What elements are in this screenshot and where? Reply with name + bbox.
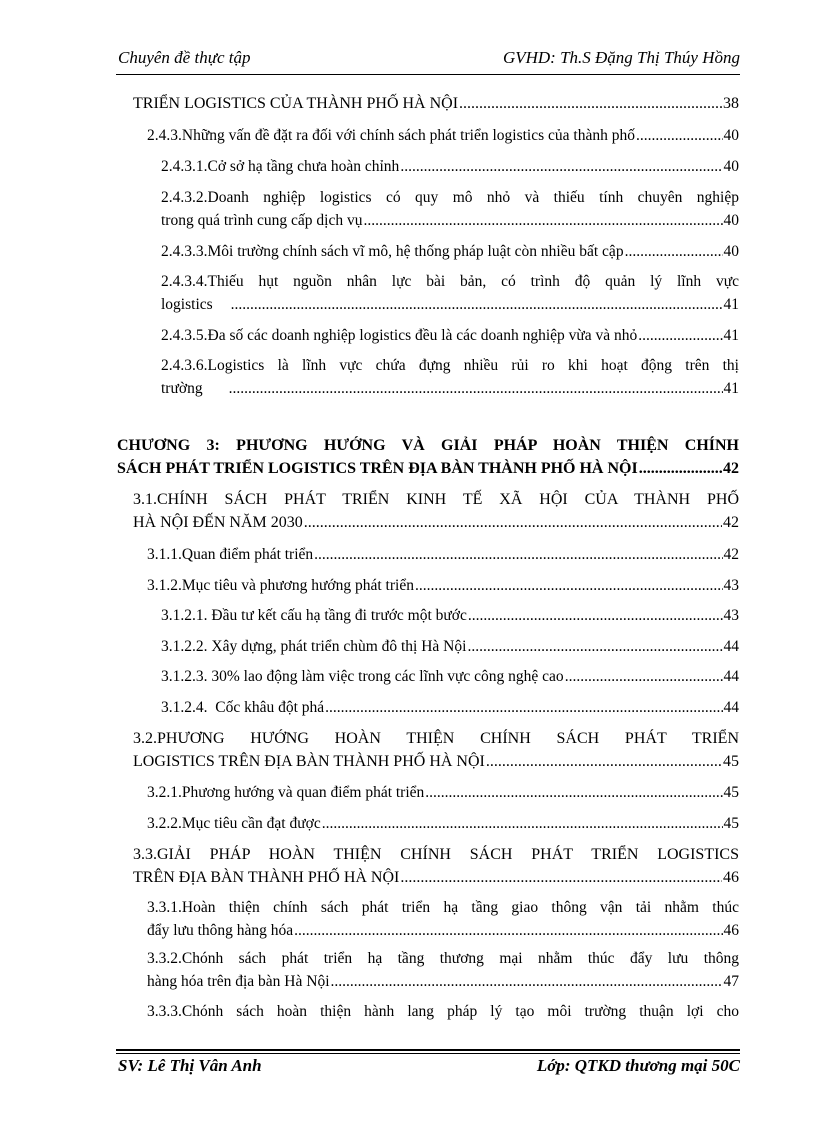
header-left-text: Chuyên đề thực tập bbox=[118, 48, 251, 67]
toc-page-number: 43 bbox=[723, 607, 739, 624]
toc-chapter-entry[interactable]: CHƯƠNG 3: PHƯƠNG HƯỚNG VÀ GIẢI PHÁP HOÀN THIỆN CHÍNH SÁCH PHÁT TRIỂN LOGISTICS TRÊN ĐỊA BÀN THÀNH PHỐ HÀ NỘI ..... 42 bbox=[117, 434, 739, 480]
toc-page-number: 42 bbox=[723, 514, 739, 531]
toc-entry[interactable]: TRIỂN LOGISTICS CỦA THÀNH PHỐ HÀ NỘI ..... 38 bbox=[133, 92, 739, 115]
toc-entry[interactable]: 3.1.2.3. 30% lao động làm việc trong các lĩnh vực công nghệ cao ..... 44 bbox=[161, 665, 739, 688]
toc-entry[interactable]: 2.4.3.Những vấn đề đặt ra đối với chính sách phát triển logistics của thành phố ..... 40 bbox=[147, 124, 739, 147]
toc-page-number: 44 bbox=[723, 668, 739, 685]
toc-page-number: 43 bbox=[723, 577, 739, 594]
toc-entry[interactable]: 2.4.3.3.Môi trường chính sách vĩ mô, hệ thống pháp luật còn nhiều bất cập ..... 40 bbox=[161, 240, 739, 263]
toc-entry[interactable]: 2.4.3.5.Đa số các doanh nghiệp logistics đều là các doanh nghiệp vừa và nhỏ ..... 41 bbox=[161, 324, 739, 347]
toc-page-number: 40 bbox=[723, 127, 739, 144]
toc-entry[interactable]: 3.2.PHƯƠNG HƯỚNG HOÀN THIỆN CHÍNH SÁCH PHÁT TRIỂN LOGISTICS TRÊN ĐỊA BÀN THÀNH PHỐ HÀ NỘI ..... 45 bbox=[133, 727, 739, 773]
page-footer bbox=[118, 1056, 740, 1080]
toc-page-number: 45 bbox=[723, 784, 739, 801]
toc-entry[interactable]: 3.2.1.Phương hướng và quan điểm phát triển ..... 45 bbox=[147, 781, 739, 804]
toc-page-number: 41 bbox=[723, 296, 739, 313]
toc-page-number: 42 bbox=[723, 546, 739, 563]
toc-entry[interactable]: 3.3.1.Hoàn thiện chính sách phát triển hạ tầng giao thông vận tải nhằm thúc đẩy lưu thông hàng hóa ..... 46 bbox=[147, 896, 739, 942]
toc-page-number: 40 bbox=[723, 158, 739, 175]
header-right-text: GVHD: Th.S Đặng Thị Thúy Hồng bbox=[502, 48, 740, 67]
toc-entry[interactable]: 3.3.3.Chónh sách hoàn thiện hành lang pháp lý tạo môi trường thuận lợi cho bbox=[147, 1003, 739, 1020]
toc-page-number: 41 bbox=[723, 380, 739, 397]
toc-entry[interactable]: 3.1.2.Mục tiêu và phương hướng phát triển ..... 43 bbox=[147, 574, 739, 597]
toc-page-number: 40 bbox=[723, 212, 739, 229]
toc-page-number: 41 bbox=[723, 327, 739, 344]
toc-entry[interactable]: 3.1.2.1. Đầu tư kết cấu hạ tầng đi trước một bước ..... 43 bbox=[161, 604, 739, 627]
footer-divider bbox=[116, 1049, 740, 1051]
toc-page-number: 44 bbox=[723, 638, 739, 655]
toc-page-number: 38 bbox=[723, 95, 739, 112]
toc-entry[interactable]: 3.2.2.Mục tiêu cần đạt được ..... 45 bbox=[147, 812, 739, 835]
footer-class-name: Lớp: QTKD thương mại 50C bbox=[536, 1056, 740, 1075]
toc-page-number: 42 bbox=[723, 460, 739, 477]
toc-entry[interactable]: 2.4.3.4.Thiếu hụt nguồn nhân lực bài bản, có trình độ quản lý lĩnh vực logistics ..... 41 bbox=[161, 270, 739, 316]
toc-entry[interactable]: 3.1.CHÍNH SÁCH PHÁT TRIỂN KINH TẾ XÃ HỘI CỦA THÀNH PHỐ HÀ NỘI ĐẾN NĂM 2030 ..... 42 bbox=[133, 488, 739, 534]
toc-entry[interactable]: 2.4.3.6.Logistics là lĩnh vực chứa đựng nhiều rủi ro khi hoạt động trên thị trường ..... 41 bbox=[161, 354, 739, 400]
toc-page-number: 46 bbox=[723, 922, 739, 939]
toc-entry[interactable]: 2.4.3.2.Doanh nghiệp logistics có quy mô nhỏ và thiếu tính chuyên nghiệp trong quá trình cung cấp dịch vụ ..... 40 bbox=[161, 186, 739, 232]
toc-page-number: 46 bbox=[723, 869, 739, 886]
footer-divider-thin bbox=[116, 1053, 740, 1054]
toc-page-number: 40 bbox=[723, 243, 739, 260]
toc-page-number: 47 bbox=[723, 973, 739, 990]
header-divider bbox=[116, 74, 740, 75]
toc-entry[interactable]: 3.3.GIẢI PHÁP HOÀN THIỆN CHÍNH SÁCH PHÁT TRIỂN LOGISTICS TRÊN ĐỊA BÀN THÀNH PHỐ HÀ NỘI ..... 46 bbox=[133, 843, 739, 889]
toc-entry[interactable]: 2.4.3.1.Cở sở hạ tầng chưa hoàn chỉnh ..... 40 bbox=[161, 155, 739, 178]
toc-page-number: 45 bbox=[723, 815, 739, 832]
toc-page-number: 44 bbox=[723, 699, 739, 716]
toc-page-number: 45 bbox=[723, 753, 739, 770]
page-header bbox=[118, 48, 740, 72]
toc-entry[interactable]: 3.1.2.4. Cốc khâu đột phá ..... 44 bbox=[161, 696, 739, 719]
toc-entry[interactable]: 3.1.2.2. Xây dựng, phát triển chùm đô thị Hà Nội ..... 44 bbox=[161, 635, 739, 658]
toc-entry[interactable]: 3.3.2.Chónh sách phát triển hạ tầng thương mại nhằm thúc đẩy lưu thông hàng hóa trên địa bàn Hà Nội ..... 47 bbox=[147, 947, 739, 993]
footer-student-name: SV: Lê Thị Vân Anh bbox=[118, 1056, 262, 1075]
toc-entry[interactable]: 3.1.1.Quan điểm phát triển ..... 42 bbox=[147, 543, 739, 566]
